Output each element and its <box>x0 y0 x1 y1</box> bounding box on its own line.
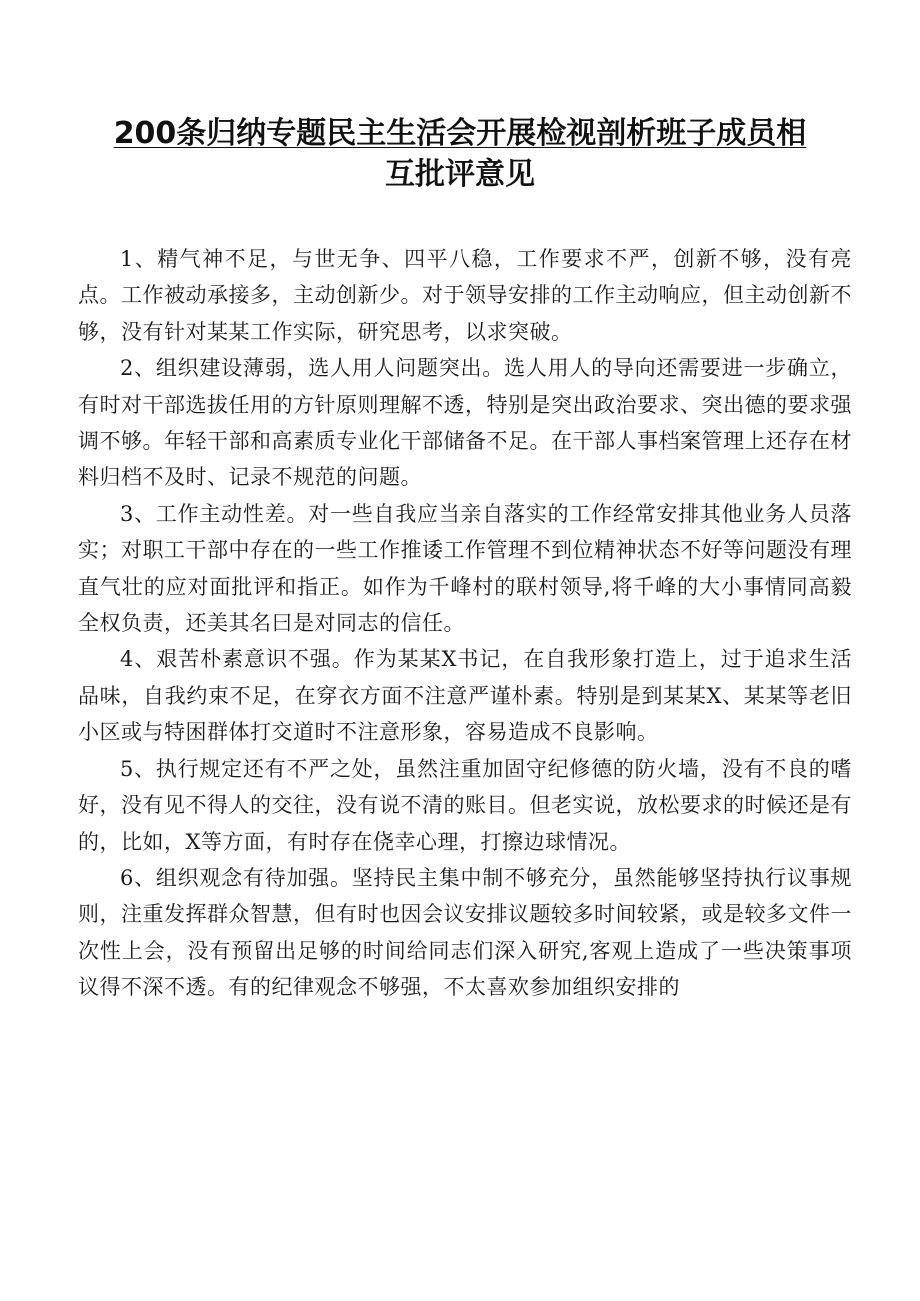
document-title-line2: 互批评意见 <box>385 157 535 192</box>
paragraph-6: 6、组织观念有待加强。坚持民主集中制不够充分，虽然能够坚持执行议事规则，注重发挥群众智慧，但有时也因会议安排议题较多时间较紧，或是较多文件一次性上会，没有预留出足够的时间给同志们深入研究,客观上造成了一些决策事项议得不深不透。有的纪律观念不够强，不太喜欢参加组织安排的 <box>78 865 852 1000</box>
document-title-line1-text: 200条归纳专题民主生活会开展检视剖析班子成员相 <box>113 116 807 151</box>
paragraph-2: 2、组织建设薄弱，选人用人问题突出。选人用人的导向还需要进一步确立，有时对干部选拔任用的方针原则理解不透，特别是突出政治要求、突出德的要求强调不够。年轻干部和高素质专业化干部储备不足。在干部人事档案管理上还存在材料归档不及时、记录不规范的问题。 <box>78 356 852 490</box>
document-body <box>78 241 852 1006</box>
paragraph-4: 4、艰苦朴素意识不强。作为某某X书记，在自我形象打造上，过于追求生活品味，自我约束不足，在穿衣方面不注意严谨朴素。特别是到某某X、某某等老旧小区或与特困群体打交道时不注意形象，容易造成不良影响。 <box>78 647 852 745</box>
document-title-line1 <box>0 112 920 156</box>
paragraph-5: 5、执行规定还有不严之处，虽然注重加固守纪修德的防火墙，没有不良的嗜好，没有见不得人的交往，没有说不清的账目。但老实说，放松要求的时候还是有的，比如，X等方面，有时存在侥幸心理，打擦边球情况。 <box>78 756 852 854</box>
paragraph-3: 3、工作主动性差。对一些自我应当亲自落实的工作经常安排其他业务人员落实；对职工干部中存在的一些工作推诿工作管理不到位精神状态不好等问题没有理直气壮的应对面批评和指正。如作为千峰村的联村领导,将千峰的大小事情同高毅全权负责，还美其名曰是对同志的信任。 <box>78 501 852 636</box>
paragraph-1: 1、精气神不足，与世无争、四平八稳，工作要求不严，创新不够，没有亮点。工作被动承接多，主动创新少。对于领导安排的工作主动响应，但主动创新不够，没有针对某某工作实际，研究思考，以求突破。 <box>78 247 852 344</box>
